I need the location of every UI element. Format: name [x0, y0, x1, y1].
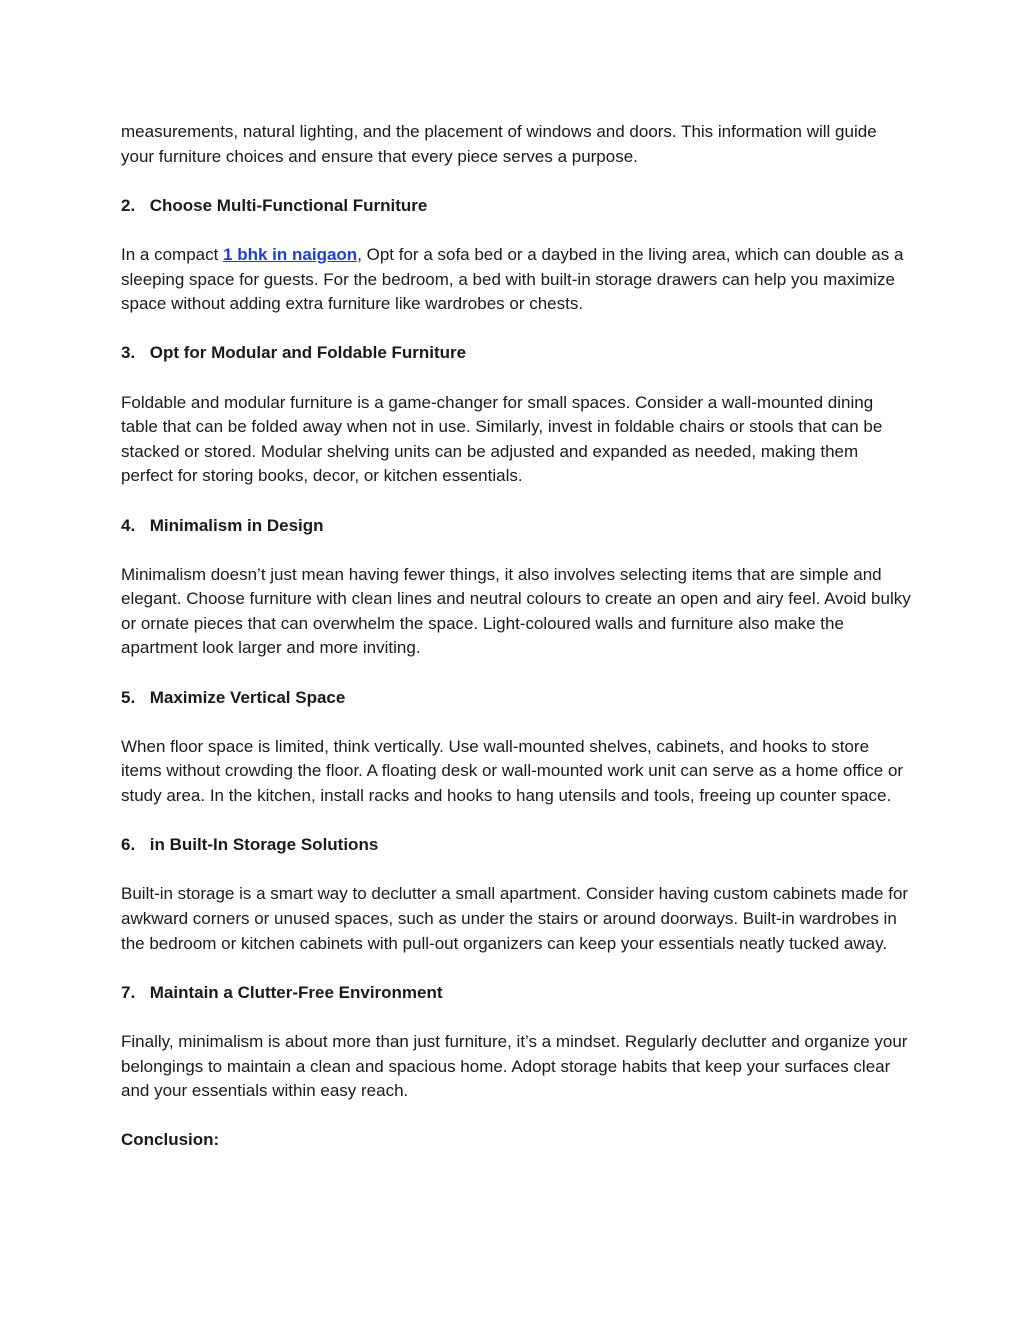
section-heading-3	[121, 341, 911, 366]
section-title: Choose Multi-Functional Furniture	[149, 195, 428, 215]
document-page	[121, 120, 911, 1178]
section-title: Maintain a Clutter-Free Environment	[149, 982, 443, 1002]
section-body-4: Minimalism doesn’t just mean having fewer things, it also involves selecting items that are simple and elegant. Choose furniture with clean lines and neutral colours to create an open and airy feel. Avoid bulky or ornate pieces that can overwhelm the space. Light-coloured walls and furniture also make the apartment look larger and more inviting.	[121, 564, 911, 658]
section-body-6: Built-in storage is a smart way to declutter a small apartment. Consider having custom cabinets made for awkward corners or unused spaces, such as under the stairs or around doorways. Built-in wardrobes in the bedroom or kitchen cabinets with pull-out organizers can keep your essentials neatly tucked away.	[121, 884, 909, 953]
section-heading-2	[121, 194, 911, 219]
section-title: in Built-In Storage Solutions	[149, 835, 379, 855]
section-heading-5	[121, 686, 911, 711]
body-text-after-link: , Opt for a sofa bed or a daybed in the living area, which can double as a sleeping space for guests. For the bedroom, a bed with built-in storage drawers can help you maximize space without adding extra furniture like wardrobes or chests.	[121, 244, 904, 314]
section-heading-6	[121, 833, 911, 858]
section-title: Opt for Modular and Foldable Furniture	[149, 343, 467, 363]
section-number: 6.	[121, 835, 136, 855]
section-number: 2.	[121, 195, 136, 215]
section-number: 4.	[121, 515, 136, 535]
naigaon-link[interactable]: 1 bhk in naigaon	[223, 244, 358, 264]
intro-paragraph: measurements, natural lighting, and the placement of windows and doors. This information will guide your furniture choices and ensure that every piece serves a purpose.	[121, 122, 877, 166]
section-number: 7.	[121, 982, 136, 1002]
section-title: Minimalism in Design	[149, 515, 324, 535]
section-heading-7	[121, 981, 911, 1006]
section-body-5: When floor space is limited, think vertically. Use wall-mounted shelves, cabinets, and hooks to store items without crowding the floor. A floating desk or wall-mounted work unit can serve as a home office or study area. In the kitchen, install racks and hooks to hang utensils and tools, freeing up counter space.	[121, 736, 904, 806]
section-heading-4	[121, 514, 911, 539]
section-title: Maximize Vertical Space	[149, 687, 346, 707]
section-body-3: Foldable and modular furniture is a game-changer for small spaces. Consider a wall-mounted dining table that can be folded away when not in use. Similarly, invest in foldable chairs or stools that can be stacked or stored. Modular shelving units can be adjusted and expanded as needed, making them perfect for storing books, decor, or kitchen essentials.	[121, 392, 883, 486]
section-body-7: Finally, minimalism is about more than just furniture, it’s a mindset. Regularly declutter and organize your belongings to maintain a clean and spacious home. Adopt storage habits that keep your surfaces clear and your essentials within easy reach.	[121, 1031, 908, 1101]
section-number: 3.	[121, 343, 136, 363]
conclusion-heading: Conclusion:	[121, 1130, 220, 1150]
section-number: 5.	[121, 687, 136, 707]
body-text-before-link: In a compact	[121, 244, 224, 264]
section-body-2	[121, 243, 911, 317]
